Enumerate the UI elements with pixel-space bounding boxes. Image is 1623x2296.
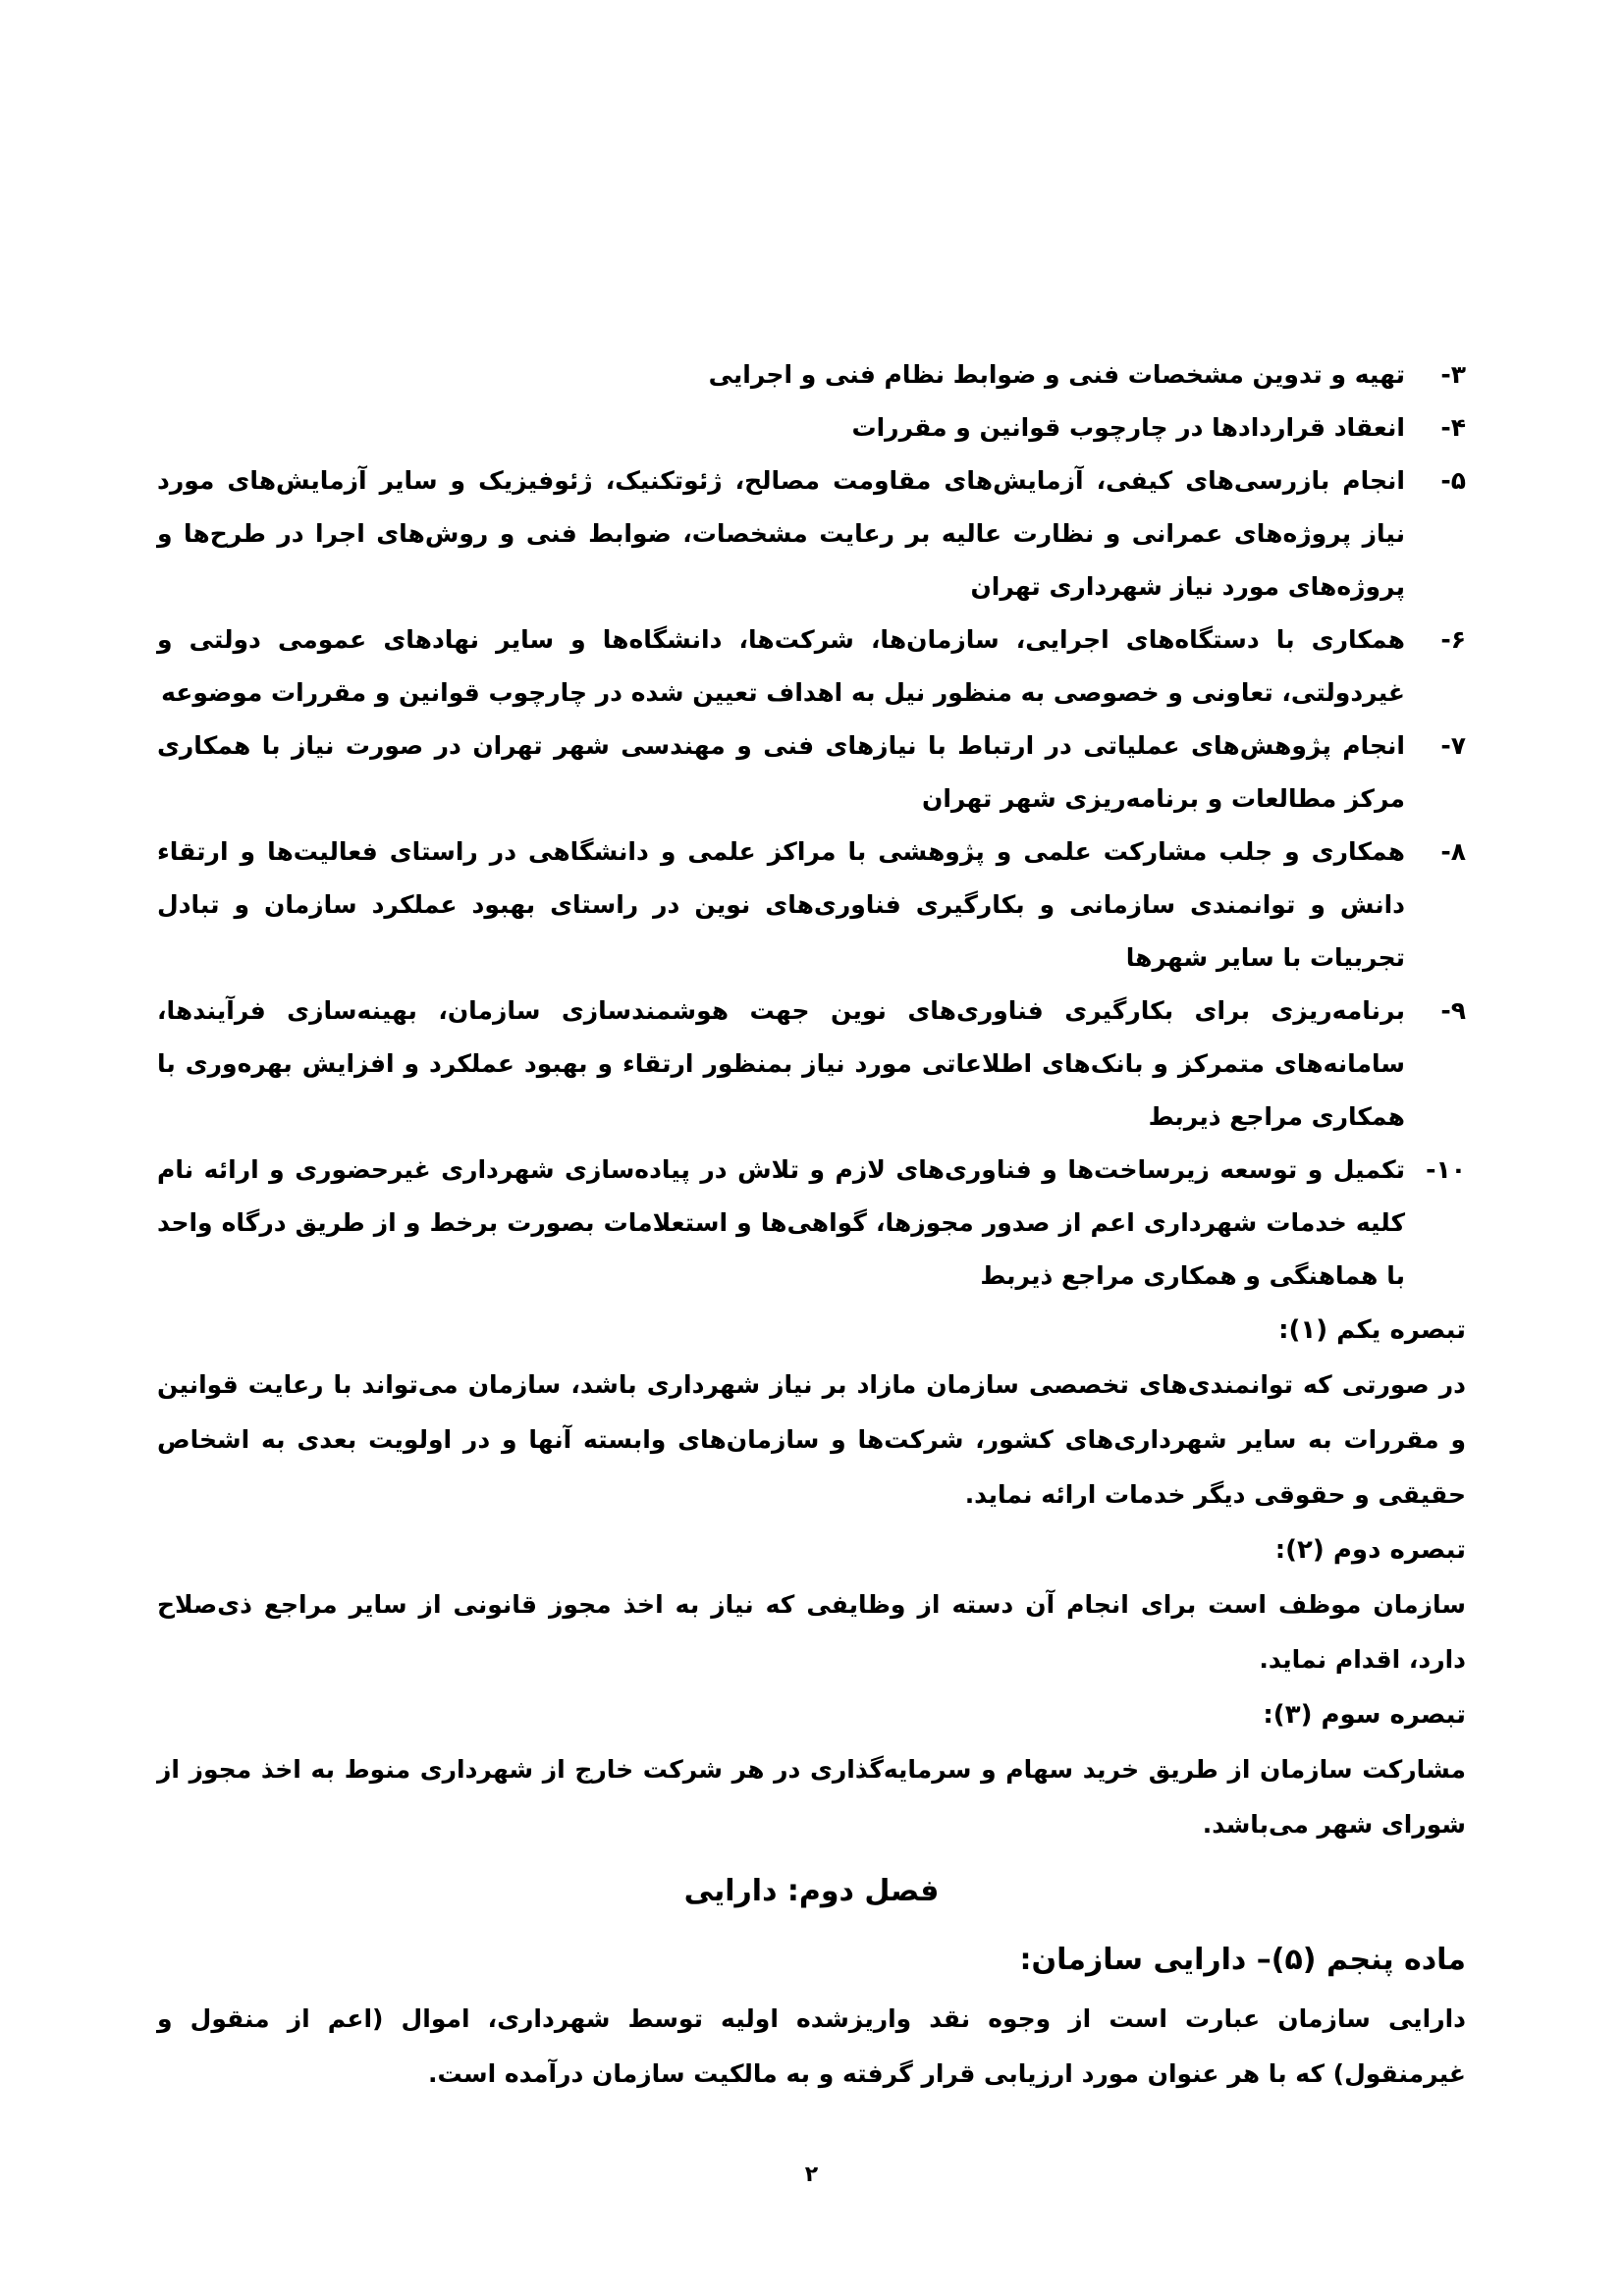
item-text: همکاری و جلب مشارکت علمی و پژوهشی با مراکز علمی و دانشگاهی در راستای فعالیت‌ها و ارتقاء دانش و توانمندی سازمانی و بکارگیری فناوری‌های نوین در راستای بهبود عملکرد سازمان و تبادل تجربیات با سایر شهرها xyxy=(157,837,1405,972)
item-number: ۳- xyxy=(1440,360,1466,389)
list-item xyxy=(157,348,1466,401)
item-number: ۶- xyxy=(1440,625,1466,654)
item-number: ۴- xyxy=(1440,413,1466,442)
item-number: ۹- xyxy=(1440,996,1466,1025)
article-heading: ماده پنجم (۵)– دارایی سازمان: xyxy=(1019,1943,1466,1977)
item-number: ۸- xyxy=(1440,837,1466,866)
note-3-text: مشارکت سازمان از طریق خرید سهام و سرمایه‌گذاری در هر شرکت خارج از شهرداری منوط به اخذ مجوز از شورای شهر می‌باشد. xyxy=(157,1755,1466,1839)
item-text: برنامه‌ریزی برای بکارگیری فناوری‌های نوین جهت هوشمندسازی سازمان، بهینه‌سازی فرآیندها، سامانه‌های متمرکز و بانک‌های اطلاعاتی مورد نیاز بمنظور ارتقاء و بهبود عملکرد و افزایش بهره‌وری با همکاری مراجع ذیربط xyxy=(157,996,1405,1131)
list-item xyxy=(157,401,1466,454)
chapter-heading: فصل دوم: دارایی xyxy=(683,1874,940,1908)
note-2-title: تبصره دوم (۲): xyxy=(1274,1535,1466,1565)
note-1-title: تبصره یکم (۱): xyxy=(1278,1315,1466,1345)
item-text: انعقاد قراردادها در چارچوب قوانین و مقررات xyxy=(851,413,1405,442)
item-number: ۱۰- xyxy=(1426,1155,1466,1184)
duties-list xyxy=(157,348,1466,1303)
article-text: دارایی سازمان عبارت است از وجوه نقد واریزشده اولیه توسط شهرداری، اموال (اعم از منقول و غیرمنقول) که با هر عنوان مورد ارزیابی قرار گرفته و به مالکیت سازمان درآمده است. xyxy=(157,2004,1466,2088)
item-text: انجام بازرسی‌های کیفی، آزمایش‌های مقاومت مصالح، ژئوتکنیک، ژئوفیزیک و سایر آزمایش‌های مورد نیاز پروژه‌های عمرانی و نظارت عالیه بر رعایت مشخصات، ضوابط فنی و روش‌های اجرا در طرح‌ها و پروژه‌های مورد نیاز شهرداری تهران xyxy=(157,466,1405,601)
item-text: انجام پژوهش‌های عملیاتی در ارتباط با نیازهای فنی و مهندسی شهر تهران در صورت نیاز با همکاری مرکز مطالعات و برنامه‌ریزی شهر تهران xyxy=(157,731,1405,813)
note-2-text: سازمان موظف است برای انجام آن دسته از وظایفی که نیاز به اخذ مجوز قانونی از سایر مراجع ذی‌صلاح دارد، اقدام نماید. xyxy=(157,1590,1466,1674)
item-text: تهیه و تدوین مشخصات فنی و ضوابط نظام فنی و اجرایی xyxy=(708,360,1405,389)
item-text: همکاری با دستگاه‌های اجرایی، سازمان‌ها، شرکت‌ها، دانشگاه‌ها و سایر نهادهای عمومی دولتی و غیردولتی، تعاونی و خصوصی به منظور نیل به اهداف تعیین شده در چارچوب قوانین و مقررات موضوعه xyxy=(157,625,1405,707)
page-footer xyxy=(0,2102,1623,2229)
list-item xyxy=(157,985,1466,1144)
list-item xyxy=(157,454,1466,614)
list-item xyxy=(157,720,1466,826)
page-number: ۲ xyxy=(804,2163,819,2187)
note-3-title: تبصره سوم (۳): xyxy=(1263,1700,1466,1730)
item-number: ۵- xyxy=(1440,466,1466,495)
list-item xyxy=(157,614,1466,720)
item-number: ۷- xyxy=(1440,731,1466,760)
list-item xyxy=(157,1144,1466,1303)
note-1-text: در صورتی که توانمندی‌های تخصصی سازمان مازاد بر نیاز شهرداری باشد، سازمان می‌تواند با رعایت قوانین و مقررات به سایر شهرداری‌های کشور، شرکت‌ها و سازمان‌های وابسته آنها و در اولویت بعدی به اشخاص حقیقی و حقوقی دیگر خدمات ارائه نماید. xyxy=(157,1370,1466,1509)
item-text: تکمیل و توسعه زیرساخت‌ها و فناوری‌های لازم و تلاش در پیاده‌سازی شهرداری غیرحضوری و ارائه نام کلیه خدمات شهرداری اعم از صدور مجوزها، گواهی‌ها و استعلامات بصورت برخط و از طریق درگاه واحد با هماهنگی و همکاری مراجع ذیربط xyxy=(157,1155,1405,1290)
list-item xyxy=(157,826,1466,985)
